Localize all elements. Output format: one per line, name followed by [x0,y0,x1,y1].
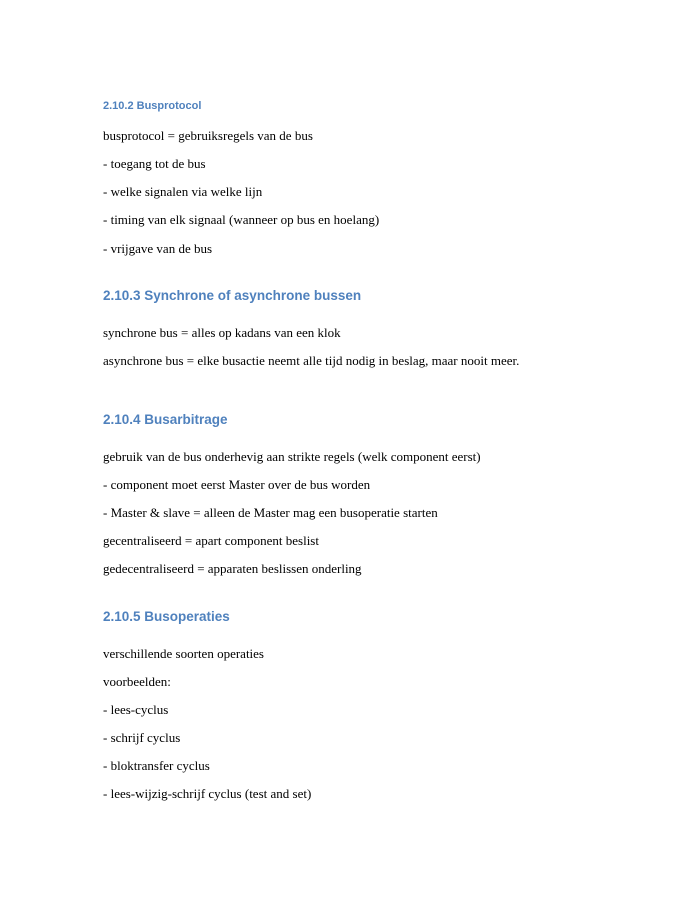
heading-synchrone-asynchrone-bussen: 2.10.3 Synchrone of asynchrone bussen [103,288,362,303]
text-line: gecentraliseerd = apart component beslist [103,533,319,548]
text-line: - timing van elk signaal (wanneer op bus en hoelang) [103,212,380,227]
heading-busarbitrage: 2.10.4 Busarbitrage [103,412,228,427]
text-line: - component moet eerst Master over de bus worden [103,477,371,492]
text-line: asynchrone bus = elke busactie neemt alle tijd nodig in beslag, maar nooit meer. [103,353,520,368]
text-line: voorbeelden: [103,674,171,689]
heading-busoperaties: 2.10.5 Busoperaties [103,609,230,624]
text-line: synchrone bus = alles op kadans van een klok [103,325,341,340]
text-line: - vrijgave van de bus [103,241,213,256]
text-line: - lees-cyclus [103,702,169,717]
text-line: - schrijf cyclus [103,730,181,745]
heading-busprotocol: 2.10.2 Busprotocol [103,100,202,112]
text-line: busprotocol = gebruiksregels van de bus [103,128,313,143]
text-line: verschillende soorten operaties [103,646,264,661]
text-line: - welke signalen via welke lijn [103,184,263,199]
text-line: - lees-wijzig-schrijf cyclus (test and set) [103,786,312,801]
text-line: - toegang tot de bus [103,156,206,171]
text-line: gebruik van de bus onderhevig aan strikte regels (welk component eerst) [103,449,481,464]
text-line: - Master & slave = alleen de Master mag een busoperatie starten [103,505,438,520]
text-line: - bloktransfer cyclus [103,758,210,773]
text-line: gedecentraliseerd = apparaten beslissen onderling [103,561,362,576]
